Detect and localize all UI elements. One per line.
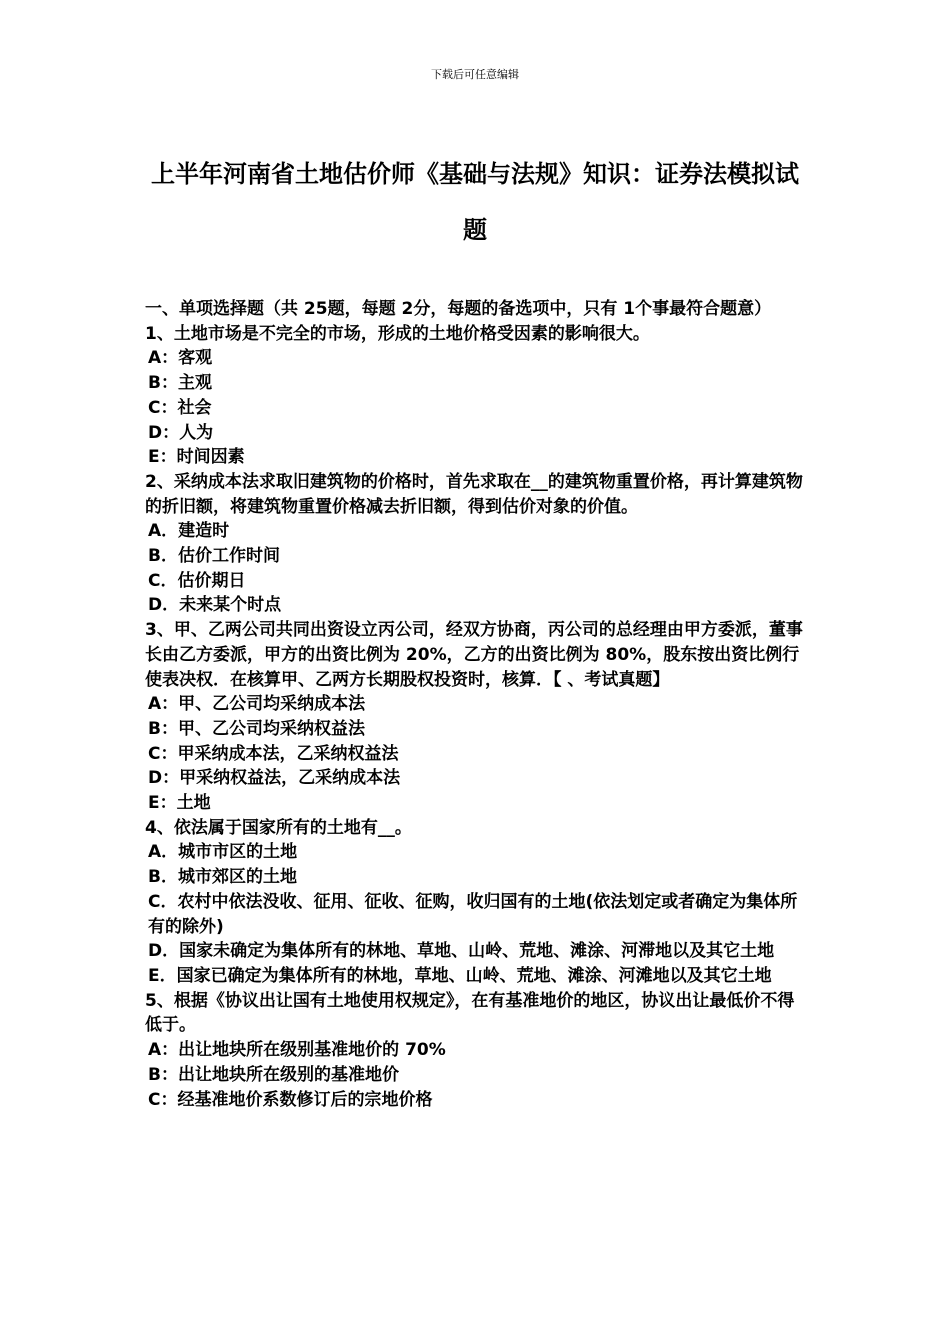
question-5 [145,989,811,1113]
option-b: B：出让地块所在级别的基准地价 [148,1064,399,1085]
option-b: B．城市郊区的土地 [148,867,297,888]
question-stem: 5、根据《协议出让国有土地使用权规定》，在有基准地价的地区，协议出让最低价不得低于。 [145,990,795,1036]
question-1 [145,322,811,470]
option-c: C：经基准地价系数修订后的宗地价格 [148,1089,433,1110]
question-stem: 3、甲、乙两公司共同出资设立丙公司，经双方协商，丙公司的总经理由甲方委派，董事长由乙方委派，甲方的出资比例为 20%，乙方的出资比例为 80%，股东按出资比例行使表决权．在核算甲、乙两方长期股权投资时，核算．【 、考试真题】 [145,620,803,690]
header-note: 下载后可任意编辑 [431,68,519,81]
option-d: D：人为 [148,422,214,443]
option-b: B．估价工作时间 [148,546,280,567]
option-b: B：甲、乙公司均采纳权益法 [148,718,365,739]
option-d: D．国家未确定为集体所有的林地、草地、山岭、荒地、滩涂、河滞地以及其它土地 [148,941,775,962]
question-stem: 4、依法属于国家所有的土地有__。 [145,817,412,838]
document-body [145,297,811,1112]
option-e: E：土地 [148,793,211,814]
option-a: A．城市市区的土地 [148,842,298,863]
option-c: C．农村中依法没收、征用、征收、征购，收归国有的土地(依法划定或者确定为集体所有的除外) [148,891,798,937]
option-e: E．国家已确定为集体所有的林地，草地、山岭、荒地、滩涂、河滩地以及其它土地 [148,965,772,986]
option-d: D．未来某个时点 [148,595,282,616]
question-4 [145,816,811,989]
option-a: A：出让地块所在级别基准地价的 70% [148,1040,446,1061]
section-heading: 一、单项选择题（共 25题，每题 2分，每题的备选项中，只有 1个事最符合题意） [145,299,772,319]
option-a: A：客观 [148,348,213,369]
question-3 [145,618,811,816]
option-b: B：主观 [148,373,212,394]
question-stem: 1、土地市场是不完全的市场，形成的土地价格受因素的影响很大。 [145,323,650,344]
question-2 [145,470,811,618]
option-e: E：时间因素 [148,447,245,468]
option-a: A：甲、乙公司均采纳成本法 [148,694,366,715]
option-d: D：甲采纳权益法，乙采纳成本法 [148,768,401,789]
option-c: C：社会 [148,397,212,418]
option-a: A．建造时 [148,521,230,542]
option-c: C：甲采纳成本法，乙采纳权益法 [148,743,399,764]
question-stem: 2、采纳成本法求取旧建筑物的价格时，首先求取在__的建筑物重置价格，再计算建筑物的折旧额，将建筑物重置价格减去折旧额，得到估价对象的价值。 [145,471,803,517]
document-title: 上半年河南省土地估价师《基础与法规》知识：证券法模拟试题 [151,160,799,244]
option-c: C．估价期日 [148,570,246,591]
